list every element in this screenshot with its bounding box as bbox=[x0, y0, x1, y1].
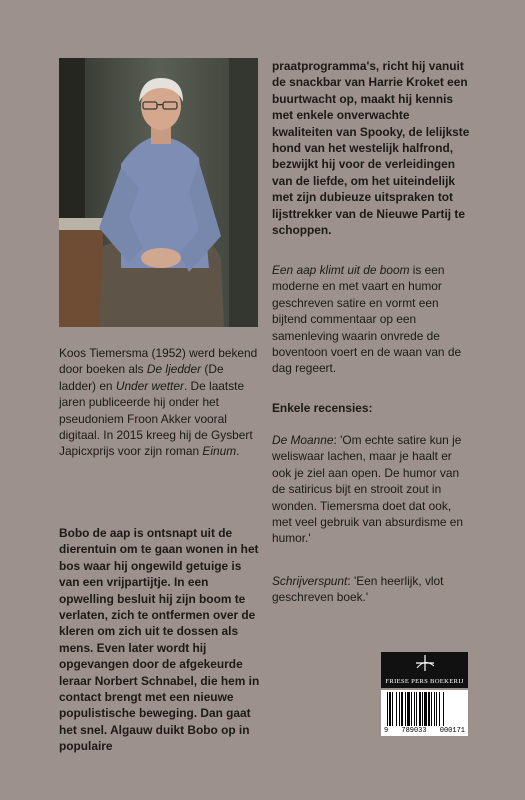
review-source: De Moanne bbox=[272, 433, 334, 447]
review-item bbox=[272, 432, 472, 547]
author-photo bbox=[59, 58, 258, 327]
review-item bbox=[272, 573, 472, 606]
author-bio: Koos Tiemersma (1952) werd bekend door boeken als De ljedder (De ladder) en Under wetter. De laatste jaren publiceerde hij onder het pseudoniem Froon Akker vooral digitaal. In 2015 kreeg hij de Gysbert Japicxprijs voor zijn roman Einum. bbox=[59, 346, 258, 459]
book-title: De ljedder bbox=[146, 362, 202, 377]
barcode-digit-group: 000171 bbox=[439, 727, 465, 735]
isbn-barcode bbox=[381, 690, 468, 736]
barcode-digit-prefix: 9 bbox=[384, 727, 389, 735]
reviews-heading: Enkele recensies: bbox=[272, 401, 373, 415]
blurb-right-column: praatprogramma's, richt hij vanuit de snackbar van Harrie Kroket een buurtwacht op, maakt hij kennis met enkele onverwachte kwaliteiten van Spooky, de lelijkste hond van het westelijk halfrond, bezwijkt hij voor de verleidingen van de liefde, om het uiteindelijk met zijn dubieuze uitspraken tot lijsttrekker van de Nieuwe Partij te schoppen. bbox=[272, 59, 470, 238]
barcode-bar bbox=[439, 692, 440, 726]
summary-paragraph: Een aap klimt uit de boom is een moderne en met vaart en humor geschreven satire en vormt een bijtend commentaar op een samenleving waarin onvrede de boventoon voert en de waan van de dag regeert. bbox=[272, 263, 462, 376]
book-title: Under wetter bbox=[115, 378, 184, 393]
barcode-bar bbox=[424, 692, 427, 726]
barcode-bar bbox=[422, 692, 423, 726]
barcode-bar bbox=[401, 692, 403, 726]
barcode-bars bbox=[381, 690, 468, 728]
author-portrait-photo bbox=[59, 58, 258, 327]
publisher-block bbox=[381, 652, 468, 688]
publisher-logo-icon bbox=[412, 654, 438, 672]
barcode-bar bbox=[416, 692, 417, 726]
barcode-bar bbox=[428, 692, 430, 726]
barcode-bar bbox=[396, 692, 397, 726]
review-source: Schrijverspunt bbox=[272, 574, 348, 588]
barcode-digits bbox=[381, 727, 468, 735]
review-quote: : 'Om echte satire kun je weliswaar lachen, maar je haalt er ook je ziel aan open. De humor van de satiricus bijt en strooit zout in wonden. Tiemersma doet dat ook, met veel gebruik van absurdisme en humor.' bbox=[272, 433, 464, 546]
publisher-name: FRIESE PERS BOEKERIJ bbox=[385, 678, 464, 685]
blurb-left-column: Bobo de aap is ontsnapt uit de dierentuin om te gaan wonen in het bos waar hij ongewild getuige is van een vrijpartijtje. In een opwelling besluit hij zijn boom te verlaten, zich te ontfermen over de kleren om zich uit te dossen als mens. Even later wordt hij opgevangen door de afgekeurde leraar Norbert Schnabel, die hem in contact brengt met een nieuwe populistische beweging. Dan gaat het snel. Algauw duikt Bobo op in populaire bbox=[59, 526, 260, 754]
barcode-bar bbox=[443, 692, 444, 726]
barcode-bar bbox=[399, 692, 400, 726]
barcode-bar bbox=[392, 692, 393, 726]
barcode-bar bbox=[436, 692, 437, 726]
review-quote: : 'Een heerlijk, vlot geschreven boek.' bbox=[272, 574, 444, 605]
book-title: Een aap klimt uit de boom bbox=[272, 263, 410, 277]
barcode-bar bbox=[405, 692, 406, 726]
barcode-bar bbox=[419, 692, 421, 726]
barcode-bar bbox=[387, 692, 388, 726]
barcode-bar bbox=[414, 692, 415, 726]
barcode-bar bbox=[389, 692, 391, 726]
barcode-digit-group: 789033 bbox=[401, 727, 427, 735]
barcode-bar bbox=[431, 692, 432, 726]
book-title: Einum bbox=[202, 444, 237, 459]
barcode-bar bbox=[407, 692, 410, 726]
barcode-bar bbox=[434, 692, 435, 726]
barcode-bar bbox=[411, 692, 412, 726]
